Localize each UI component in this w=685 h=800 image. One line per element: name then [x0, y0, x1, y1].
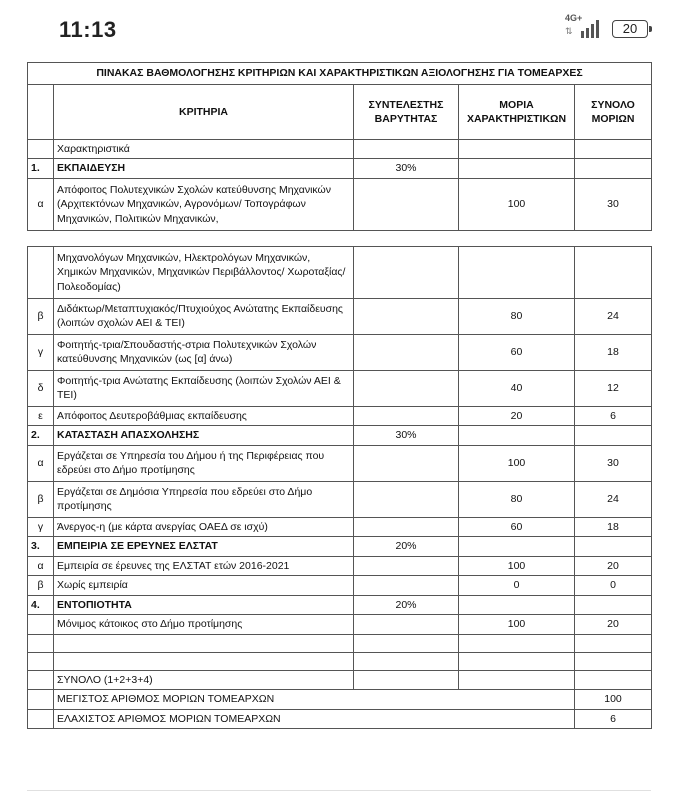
signal-strength-icon [573, 20, 603, 38]
table-row: α Εργάζεται σε Υπηρεσία του Δήμου ή της Περιφέρειας που εδρεύει στο Δήμο προτίμησης 100 30 [28, 445, 652, 481]
section-row-employment: 2. ΚΑΤΑΣΤΑΣΗ ΑΠΑΣΧΟΛΗΣΗΣ 30% [28, 426, 652, 445]
min-label: ΕΛΑΧΙΣΤΟΣ ΑΡΙΘΜΟΣ ΜΟΡΙΩΝ ΤΟΜΕΑΡΧΩΝ [54, 709, 459, 728]
table-title: ΠΙΝΑΚΑΣ ΒΑΘΜΟΛΟΓΗΣΗΣ ΚΡΙΤΗΡΙΩΝ ΚΑΙ ΧΑΡΑΚΤΗΡΙΣΤΙΚΩΝ ΑΞΙΟΛΟΓΗΣΗΣ ΓΙΑ ΤΟΜΕΑΡΧΕΣ [28, 63, 652, 85]
max-value: 100 [575, 690, 652, 709]
section-row-education: 1. ΕΚΠΑΙΔΕΥΣΗ 30% [28, 159, 652, 178]
evaluation-table [27, 62, 652, 231]
table-row-empty [28, 634, 652, 652]
table-row: δ Φοιτητής-τρια Ανώτατης Εκπαίδευσης (λοιπών Σχολών ΑΕΙ & ΤΕΙ) 40 12 [28, 370, 652, 406]
section-title: ΕΝΤΟΠΙΟΤΗΤΑ [54, 595, 354, 614]
table-row: β Εργάζεται σε Δημόσια Υπηρεσία που εδρεύει στο Δήμο προτίμησης 80 24 [28, 481, 652, 517]
table-row: Μηχανολόγων Μηχανικών, Ηλεκτρολόγων Μηχανικών, Χημικών Μηχανικών, Μηχανικών Περιβάλλοντος/ Χωροταξίας/ Πολεοδομίας) [28, 246, 652, 298]
data-arrows-icon: ⇅ [565, 26, 573, 36]
max-label: ΜΕΓΙΣΤΟΣ ΑΡΙΘΜΟΣ ΜΟΡΙΩΝ ΤΟΜΕΑΡΧΩΝ [54, 690, 459, 709]
section-weight: 20% [354, 537, 459, 556]
header-criteria: ΚΡΙΤΗΡΙΑ [54, 85, 354, 140]
section-title: ΚΑΤΑΣΤΑΣΗ ΑΠΑΣΧΟΛΗΣΗΣ [54, 426, 354, 445]
section-weight: 20% [354, 595, 459, 614]
table-header-row [28, 85, 652, 140]
table-row: Μόνιμος κάτοικος στο Δήμο προτίμησης 100 20 [28, 615, 652, 634]
summary-row-sum [28, 670, 652, 689]
status-time: 11:13 [59, 17, 117, 42]
table-row: α Απόφοιτος Πολυτεχνικών Σχολών κατεύθυνσης Μηχανικών (Αρχιτεκτόνων Μηχανικών, Αγρονόμων/ Τοπογράφων Μηχανικών, Πολιτικών Μηχανικών, 100 30 [28, 178, 652, 230]
section-title: ΕΜΠΕΙΡΙΑ ΣΕ ΕΡΕΥΝΕΣ ΕΛΣΤΑΤ [54, 537, 354, 556]
table-row: α Εμπειρία σε έρευνες της ΕΛΣΤΑΤ ετών 2016-2021 100 20 [28, 556, 652, 575]
document-page [27, 62, 651, 729]
section-row-experience: 3. ΕΜΠΕΙΡΙΑ ΣΕ ΕΡΕΥΝΕΣ ΕΛΣΤΑΤ 20% [28, 537, 652, 556]
sum-label: ΣΥΝΟΛΟ (1+2+3+4) [54, 670, 354, 689]
header-weight: ΣΥΝΤΕΛΕΣΤΗΣ ΒΑΡΥΤΗΤΑΣ [354, 85, 459, 140]
status-bar [0, 0, 685, 52]
section-row-locality: 4. ΕΝΤΟΠΙΟΤΗΤΑ 20% [28, 595, 652, 614]
header-points: ΜΟΡΙΑ ΧΑΡΑΚΤΗΡΙΣΤΙΚΩΝ [459, 85, 575, 140]
table-row: ε Απόφοιτος Δευτεροβάθμιας εκπαίδευσης 20 6 [28, 406, 652, 425]
network-type: 4G+ [565, 13, 583, 23]
min-value: 6 [575, 709, 652, 728]
table-row: γ Άνεργος-η (με κάρτα ανεργίας ΟΑΕΔ σε ισχύ) 60 18 [28, 517, 652, 536]
table-row: γ Φοιτητής-τρια/Σπουδαστής-στρια Πολυτεχνικών Σχολών κατεύθυνσης Μηχανικών (ως [α] άνω) 60 18 [28, 334, 652, 370]
table-row-empty [28, 652, 652, 670]
characteristics-label: Χαρακτηριστικά [54, 140, 354, 159]
summary-row-min [28, 709, 652, 728]
table-row [28, 140, 652, 159]
section-weight: 30% [354, 159, 459, 178]
evaluation-table-continued [27, 246, 652, 729]
page-break-gap [27, 231, 651, 246]
table-row: β Χωρίς εμπειρία 0 0 [28, 576, 652, 595]
divider [27, 790, 651, 791]
battery-level: 20 [622, 21, 638, 36]
table-title-row [28, 63, 652, 85]
section-weight: 30% [354, 426, 459, 445]
table-row: β Διδάκτωρ/Μεταπτυχιακός/Πτυχιούχος Ανώτατης Εκπαίδευσης (λοιπών σχολών ΑΕΙ & ΤΕΙ) 80 24 [28, 298, 652, 334]
header-total: ΣΥΝΟΛΟ ΜΟΡΙΩΝ [575, 85, 652, 140]
section-title: ΕΚΠΑΙΔΕΥΣΗ [54, 159, 354, 178]
summary-row-max [28, 690, 652, 709]
battery-icon [612, 20, 648, 38]
